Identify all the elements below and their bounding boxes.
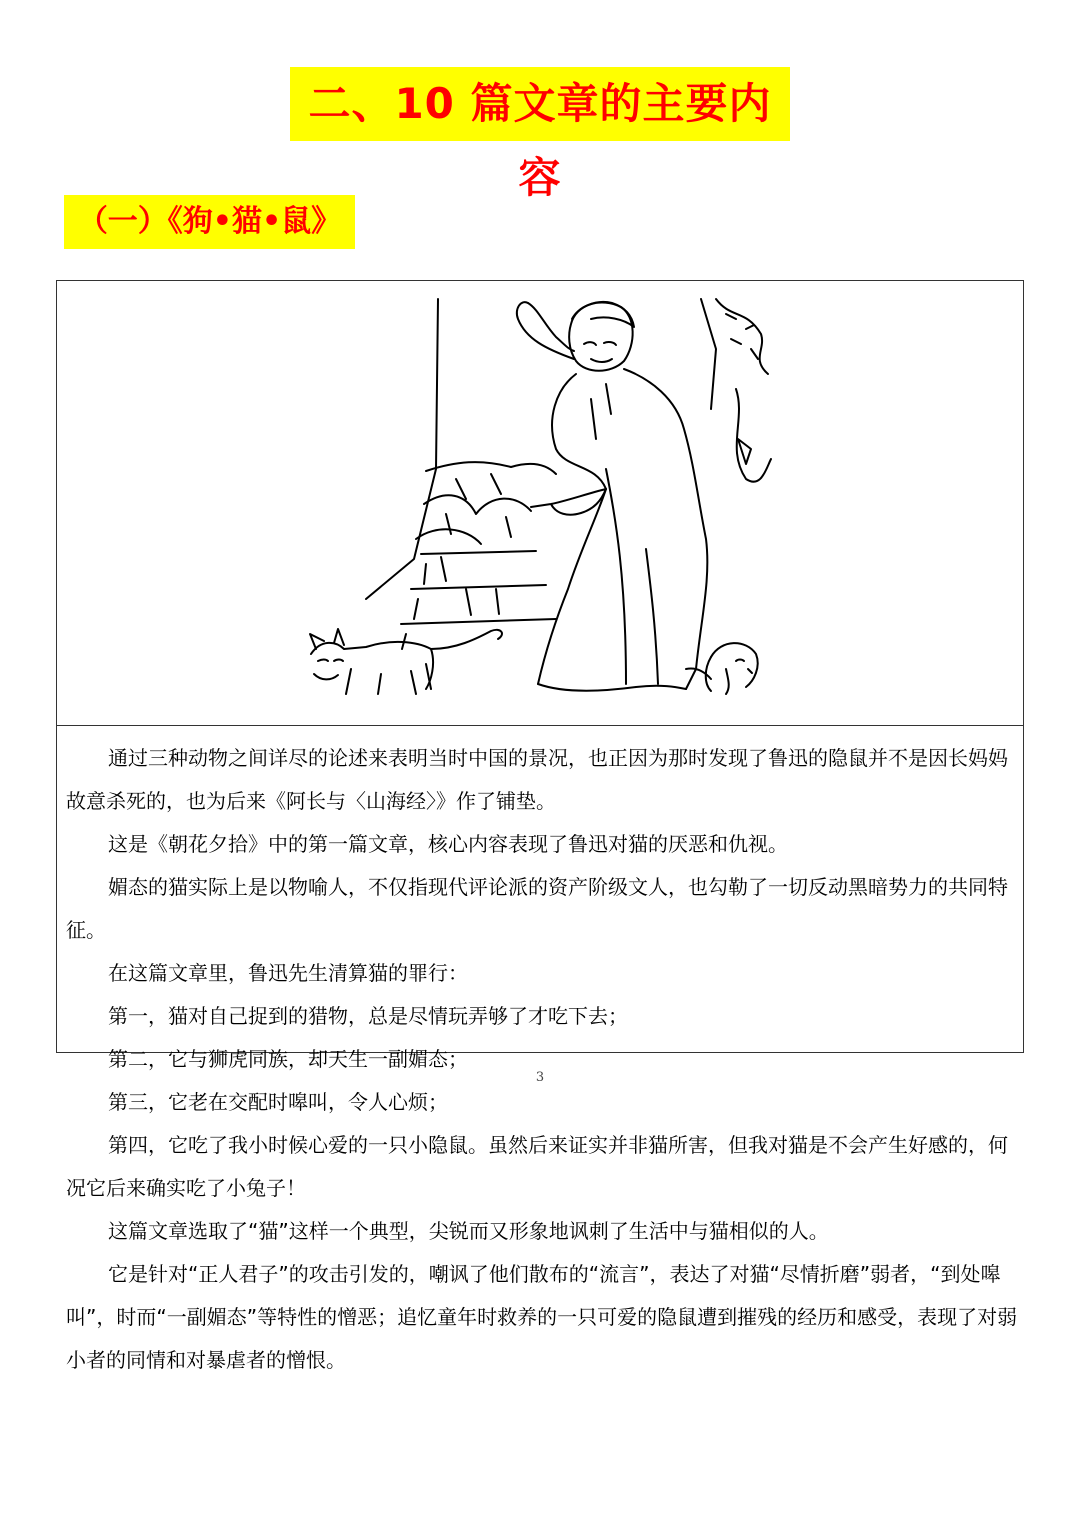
box-divider xyxy=(57,725,1023,726)
paragraph: 第三，它老在交配时嗥叫，令人心烦； xyxy=(108,1090,448,1114)
page-number: 3 xyxy=(535,1070,545,1085)
page-title: 二、10 篇文章的主要内容 xyxy=(290,67,790,141)
paragraph: 这篇文章选取了“猫”这样一个典型，尖锐而又形象地讽刺了生活中与猫相似的人。 xyxy=(108,1219,829,1243)
paragraph: 它是针对“正人君子”的攻击引发的，嘲讽了他们散布的“流言”，表达了对猫“尽情折磨”弱者，“到处嗥叫”，时而“一副媚态”等特性的憎恶；追忆童年时救养的一只可爱的隐鼠遭到摧残的经历和感受，表现了对弱小者的同情和对暴虐者的憎恨。 xyxy=(66,1262,1018,1372)
paragraph: 媚态的猫实际上是以物喻人，不仅指现代评论派的资产阶级文人，也勾勒了一切反动黑暗势力的共同特征。 xyxy=(66,875,1008,942)
paragraph: 第二，它与狮虎同族，却天生一副媚态； xyxy=(108,1047,468,1071)
paragraph: 第一，猫对自己捉到的猎物，总是尽情玩弄够了才吃下去； xyxy=(108,1004,628,1028)
section-title: （一）《狗•猫•鼠》 xyxy=(64,195,355,249)
body-text xyxy=(66,737,1018,1382)
paragraph: 在这篇文章里，鲁迅先生清算猫的罪行： xyxy=(108,961,468,985)
paragraph: 这是《朝花夕拾》中的第一篇文章，核心内容表现了鲁迅对猫的厌恶和仇视。 xyxy=(108,832,788,856)
paragraph: 通过三种动物之间详尽的论述来表明当时中国的景况，也正因为那时发现了鲁迅的隐鼠并不是因长妈妈故意杀死的，也为后来《阿长与〈山海经〉》作了铺垫。 xyxy=(66,746,1008,813)
paragraph: 第四，它吃了我小时候心爱的一只小隐鼠。虽然后来证实并非猫所害，但我对猫是不会产生好感的，何况它后来确实吃了小兔子！ xyxy=(66,1133,1008,1200)
content-box xyxy=(56,280,1024,1372)
illustration-image xyxy=(306,289,776,709)
